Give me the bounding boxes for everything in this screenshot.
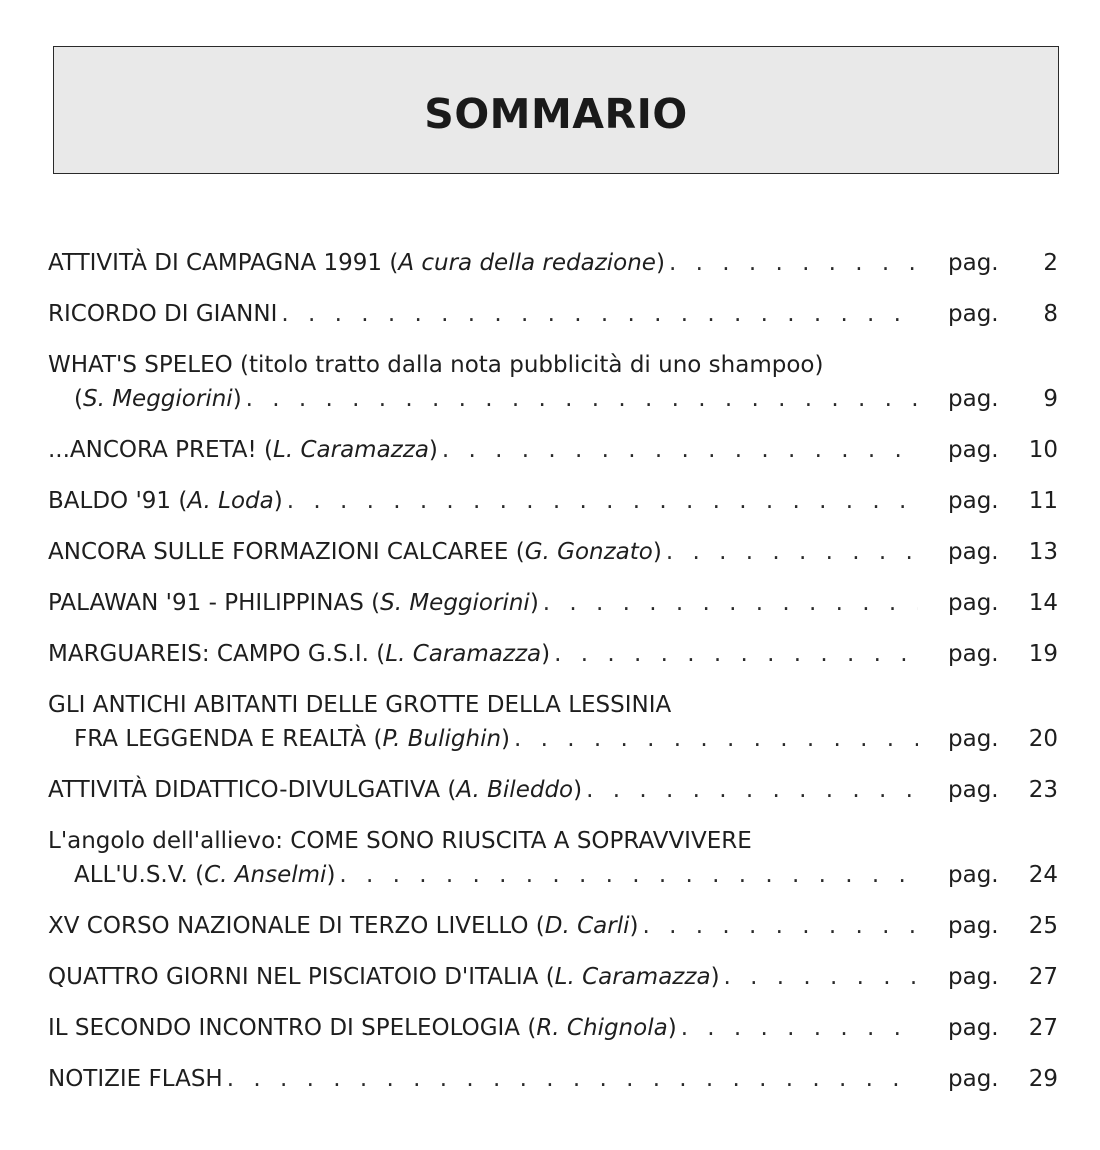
author-paren-close: )	[529, 590, 539, 616]
page-number: 25	[1028, 913, 1058, 939]
toc-entry-author: R. Chignola	[536, 1015, 668, 1041]
page-number: 9	[1043, 386, 1058, 412]
author-paren-close: )	[652, 539, 662, 565]
header-box	[53, 46, 1059, 174]
page-label: pag.	[948, 641, 999, 667]
toc-entry-title	[48, 961, 720, 993]
page-number: 19	[1028, 641, 1058, 667]
toc-entry-title-text: NOTIZIE FLASH	[48, 1066, 223, 1092]
page-number: 29	[1028, 1066, 1058, 1092]
author-paren-open: (	[178, 488, 188, 514]
toc-entry	[48, 587, 1058, 619]
dot-leader	[642, 910, 918, 942]
page-label: pag.	[948, 301, 999, 327]
toc-entry-title-line	[48, 825, 1058, 859]
dot-leader	[681, 1012, 918, 1044]
toc-entry-author: D. Carli	[544, 913, 630, 939]
author-paren-open: (	[264, 437, 274, 463]
toc-entry-title-text: PALAWAN '91 - PHILIPPINAS	[48, 590, 372, 616]
page-number: 8	[1043, 301, 1058, 327]
toc-entry-author: G. Gonzato	[524, 539, 653, 565]
toc-entry	[48, 298, 1058, 330]
toc-entry-title-text: RICORDO DI GIANNI	[48, 301, 278, 327]
toc-entry-title	[48, 1012, 677, 1044]
author-paren-close: )	[501, 726, 511, 752]
toc-entry	[48, 434, 1058, 466]
toc-entry-title	[48, 247, 665, 279]
table-of-contents	[48, 228, 1058, 1095]
toc-entry-title-line	[48, 689, 1058, 723]
toc-entry	[48, 485, 1058, 517]
toc-entry-continuation-line	[48, 383, 1058, 415]
toc-entry-title	[48, 587, 539, 619]
toc-entry-title-line	[48, 774, 1058, 806]
page-label: pag.	[948, 1066, 999, 1092]
author-paren-close: )	[541, 641, 551, 667]
page-label: pag.	[948, 964, 999, 990]
toc-entry-title	[48, 825, 752, 857]
toc-entry-title-line	[48, 961, 1058, 993]
author-paren-open: (	[371, 590, 381, 616]
toc-entry-title	[48, 485, 283, 517]
page-number: 11	[1028, 488, 1058, 514]
toc-entry-title-text: MARGUAREIS: CAMPO G.S.I.	[48, 641, 377, 667]
toc-entry-author: L. Caramazza	[273, 437, 429, 463]
author-paren-open: (	[74, 386, 83, 412]
page-title: SOMMARIO	[424, 90, 688, 138]
author-paren-close: )	[232, 386, 242, 412]
page-number: 2	[1043, 250, 1058, 276]
toc-entry-author: P. Bulighin	[382, 726, 502, 752]
toc-entry-title-text: ATTIVITÀ DI CAMPAGNA 1991	[48, 250, 390, 276]
toc-entry	[48, 774, 1058, 806]
toc-entry-author: A. Loda	[187, 488, 274, 514]
author-paren-open: (	[195, 862, 205, 888]
page-label: pag.	[948, 250, 999, 276]
toc-entry	[48, 349, 1058, 415]
dot-leader	[442, 434, 918, 466]
author-paren-close: )	[667, 1015, 677, 1041]
author-paren-open: (	[515, 539, 525, 565]
toc-entry-title	[48, 349, 823, 381]
dot-leader	[246, 383, 918, 415]
author-paren-open: (	[376, 641, 386, 667]
toc-entry	[48, 825, 1058, 891]
page-label: pag.	[948, 539, 999, 565]
toc-entry-title-line	[48, 536, 1058, 568]
author-paren-open: (	[545, 964, 555, 990]
page-label: pag.	[948, 1015, 999, 1041]
author-paren-close: )	[629, 913, 639, 939]
toc-entry-title-line	[48, 247, 1058, 279]
toc-entry-title-text: WHAT'S SPELEO (titolo tratto dalla nota pubblicità di uno shampoo)	[48, 352, 824, 378]
author-paren-open: (	[447, 777, 457, 803]
toc-entry-title	[48, 434, 438, 466]
toc-entry-continuation-line	[48, 723, 1058, 755]
page-label: pag.	[948, 726, 999, 752]
toc-entry	[48, 638, 1058, 670]
toc-entry-title-text: ANCORA SULLE FORMAZIONI CALCAREE	[48, 539, 516, 565]
toc-entry	[48, 247, 1058, 279]
dot-leader	[669, 247, 918, 279]
toc-entry-title-text: IL SECONDO INCONTRO DI SPELEOLOGIA	[48, 1015, 528, 1041]
author-paren-open: (	[535, 913, 545, 939]
toc-entry-author: C. Anselmi	[204, 862, 327, 888]
toc-entry	[48, 961, 1058, 993]
toc-entry-title-text: QUATTRO GIORNI NEL PISCIATOIO D'ITALIA	[48, 964, 546, 990]
toc-entry-title-line	[48, 298, 1058, 330]
page-number: 13	[1028, 539, 1058, 565]
page-number: 10	[1028, 437, 1058, 463]
author-paren-close: )	[573, 777, 583, 803]
dot-leader	[586, 774, 918, 806]
author-paren-close: )	[273, 488, 283, 514]
page-label: pag.	[948, 386, 999, 412]
author-paren-open: (	[373, 726, 383, 752]
dot-leader	[554, 638, 918, 670]
toc-entry-title	[48, 774, 582, 806]
dot-leader	[543, 587, 918, 619]
toc-entry-title-text: GLI ANTICHI ABITANTI DELLE GROTTE DELLA LESSINIA	[48, 692, 672, 718]
page-label: pag.	[948, 590, 999, 616]
dot-leader	[227, 1063, 918, 1095]
toc-entry-title-text: BALDO '91	[48, 488, 179, 514]
author-paren-close: )	[428, 437, 438, 463]
toc-entry-title-line	[48, 587, 1058, 619]
toc-entry-title	[48, 723, 510, 755]
toc-entry-title-line	[48, 485, 1058, 517]
toc-entry-author: S. Meggiorini	[380, 590, 530, 616]
toc-entry	[48, 689, 1058, 755]
page-label: pag.	[948, 913, 999, 939]
dot-leader	[287, 485, 918, 517]
author-paren-close: )	[710, 964, 720, 990]
page-label: pag.	[948, 488, 999, 514]
toc-entry	[48, 1012, 1058, 1044]
toc-entry-author: A cura della redazione	[398, 250, 656, 276]
toc-entry-author: L. Caramazza	[385, 641, 542, 667]
page-number: 27	[1028, 964, 1058, 990]
toc-entry-title	[48, 689, 671, 721]
dot-leader	[339, 859, 918, 891]
page-number: 27	[1028, 1015, 1058, 1041]
toc-entry-title-text: ...ANCORA PRETA!	[48, 437, 265, 463]
author-paren-close: )	[655, 250, 665, 276]
toc-entry	[48, 910, 1058, 942]
toc-entry-title-text: ALL'U.S.V.	[74, 862, 196, 888]
dot-leader	[724, 961, 918, 993]
toc-entry-title	[48, 536, 662, 568]
toc-entry-title	[48, 638, 550, 670]
page-label: pag.	[948, 437, 999, 463]
toc-entry-title-line	[48, 1063, 1058, 1095]
page-label: pag.	[948, 862, 999, 888]
dot-leader	[514, 723, 918, 755]
toc-entry	[48, 1063, 1058, 1095]
toc-entry-title-text: FRA LEGGENDA E REALTÀ	[74, 726, 374, 752]
toc-entry-title	[48, 383, 242, 415]
toc-entry-title	[48, 910, 638, 942]
toc-entry-title-line	[48, 1012, 1058, 1044]
page-number: 23	[1028, 777, 1058, 803]
toc-entry-title-line	[48, 349, 1058, 383]
author-paren-close: )	[326, 862, 336, 888]
author-paren-open: (	[527, 1015, 537, 1041]
toc-entry-title-line	[48, 434, 1058, 466]
toc-entry-title-text: L'angolo dell'allievo: COME SONO RIUSCITA A SOPRAVVIVERE	[48, 828, 752, 854]
toc-entry-continuation-line	[48, 859, 1058, 891]
author-paren-open: (	[389, 250, 399, 276]
toc-entry-title-text: XV CORSO NAZIONALE DI TERZO LIVELLO	[48, 913, 536, 939]
toc-entry-author: S. Meggiorini	[82, 386, 233, 412]
page-label: pag.	[948, 777, 999, 803]
toc-entry-title	[48, 298, 277, 330]
toc-entry-title-text: ATTIVITÀ DIDATTICO-DIVULGATIVA	[48, 777, 448, 803]
toc-entry-title	[48, 859, 335, 891]
page-number: 20	[1028, 726, 1058, 752]
dot-leader	[281, 298, 918, 330]
toc-entry	[48, 536, 1058, 568]
page-number: 14	[1028, 590, 1058, 616]
toc-entry-title-line	[48, 638, 1058, 670]
toc-entry-author: L. Caramazza	[554, 964, 711, 990]
toc-entry-title	[48, 1063, 223, 1095]
dot-leader	[666, 536, 918, 568]
page-number: 24	[1028, 862, 1058, 888]
toc-entry-author: A. Bileddo	[456, 777, 574, 803]
toc-entry-title-line	[48, 910, 1058, 942]
